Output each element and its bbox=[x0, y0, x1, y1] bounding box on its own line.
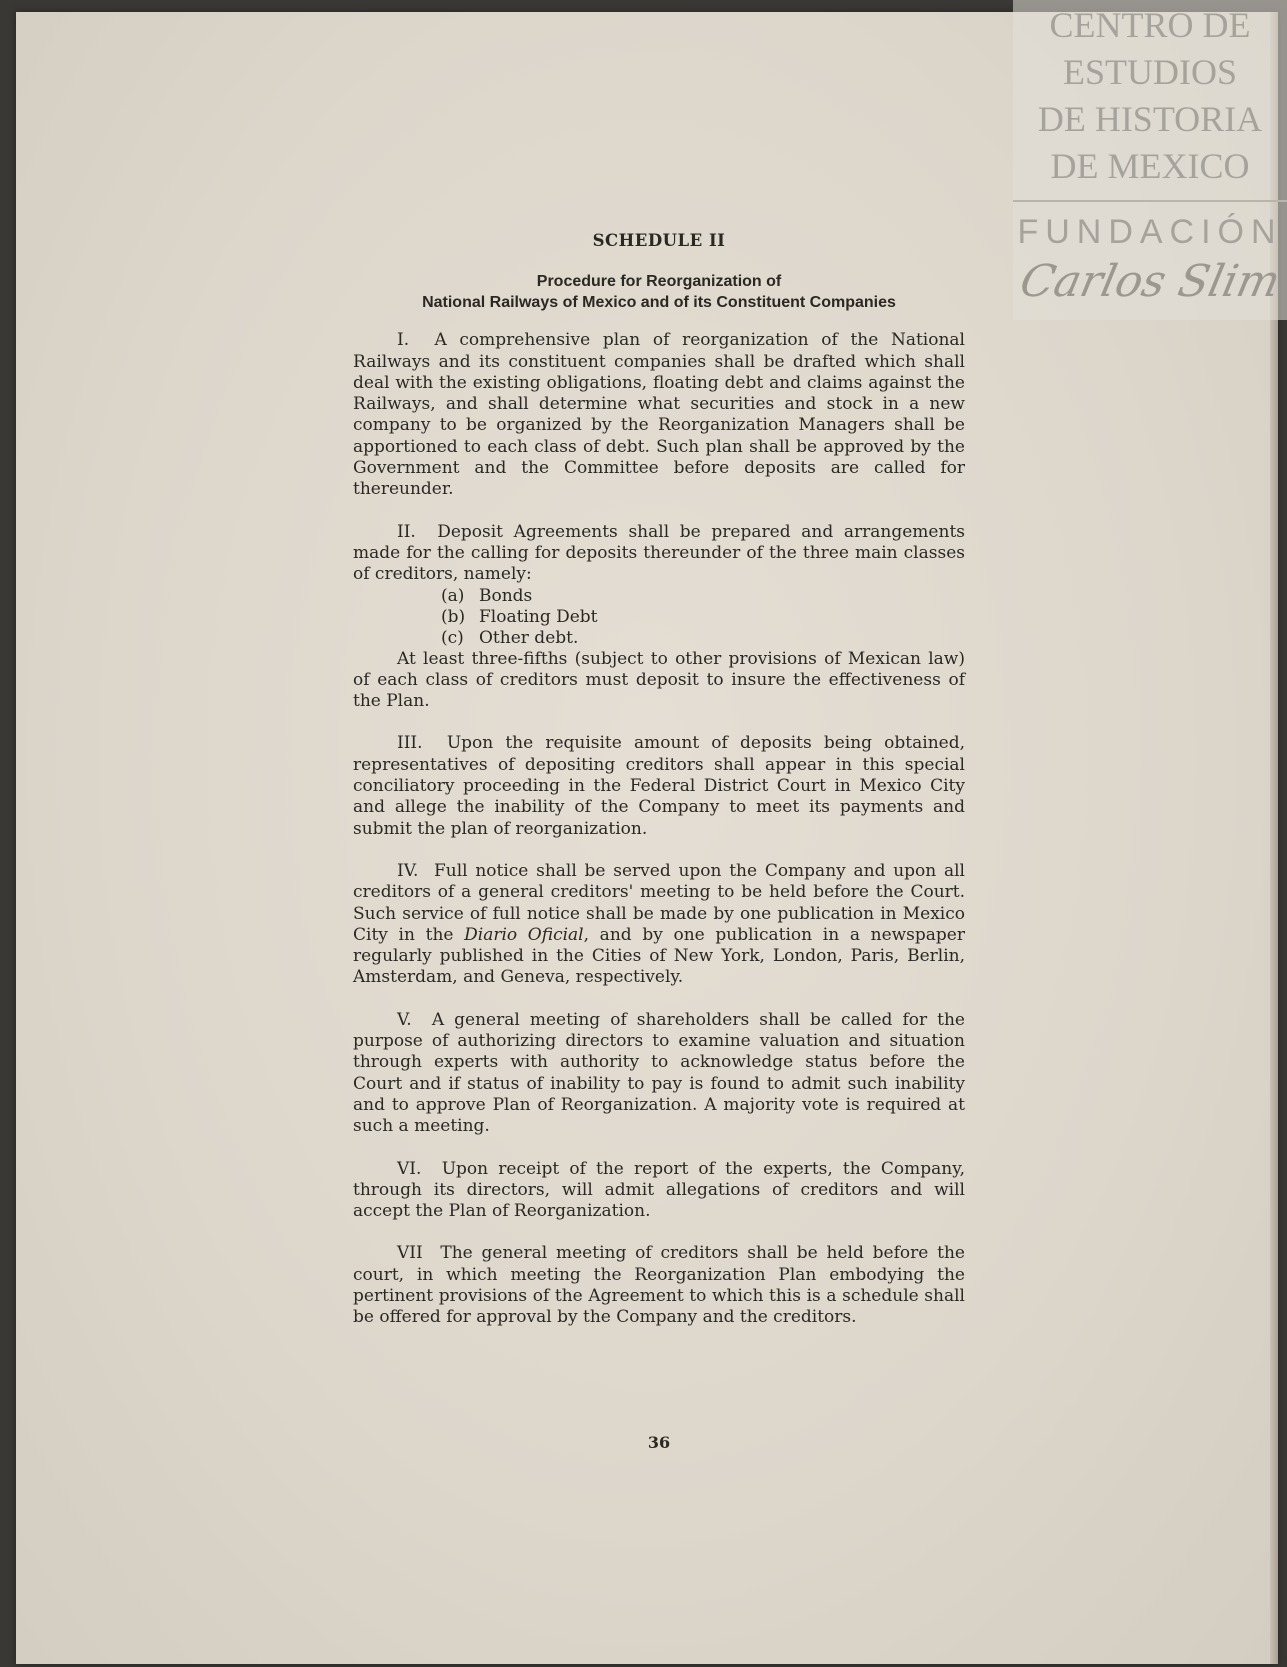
section-number: VII bbox=[397, 1243, 423, 1264]
section-text: A comprehensive plan of reorganization of the National Railways and its constituent companies shall be drafted which shall deal with the existing obligations, floating debt and claims against the Railways, and shall determine what securities and stock in a new company to be organized by the Reorganization Managers shall be apportioned to each class of debt. Such plan shall be approved by the Government and the Committee before deposits are called for thereunder. bbox=[353, 330, 965, 500]
section-ii bbox=[353, 522, 965, 586]
section-number: II. bbox=[397, 521, 416, 542]
section-v bbox=[353, 1010, 965, 1138]
list-item bbox=[353, 607, 965, 628]
document-body bbox=[353, 217, 966, 1452]
watermark-line: DE HISTORIA bbox=[1037, 99, 1263, 139]
deposit-requirement: At least three-fifths (subject to other provisions of Mexican law) of each class of creditors must deposit to insure the effectiveness of the Plan. bbox=[353, 648, 965, 712]
section-vi bbox=[353, 1159, 965, 1223]
section-text: The general meeting of creditors shall be held before the court, in which meeting the Reorganization Plan embodying the pertinent provisions of the Agreement to which this is a schedule shall be offered for approval by the Company and the creditors. bbox=[353, 1243, 965, 1328]
subtitle-line-1: Procedure for Reorganization of bbox=[536, 273, 782, 291]
section-number: VI. bbox=[397, 1158, 422, 1179]
page-number: 36 bbox=[647, 1433, 671, 1452]
list-item bbox=[353, 586, 965, 607]
list-item bbox=[353, 628, 965, 649]
creditor-classes-list bbox=[353, 586, 965, 649]
section-text-before: Full notice shall be served upon the Company and upon all creditors of a general creditors' meeting to be held before the Court. Such service of full notice shall be made by one publication in Mexico City in the bbox=[353, 860, 965, 945]
section-iv bbox=[353, 861, 965, 989]
section-text: A general meeting of shareholders shall be called for the purpose of authorizing directors to examine valuation and situation through experts with authority to acknowledge status before the Court and if status of inability to pay is found to admit such inability and to approve Plan of Reorganization. A majority vote is required at such a meeting. bbox=[353, 1009, 965, 1137]
section-number: IV. bbox=[397, 860, 419, 881]
archive-watermark bbox=[1013, 0, 1287, 320]
watermark-fundacion: FUNDACIÓN bbox=[1017, 213, 1283, 251]
list-item-text: Other debt. bbox=[479, 627, 579, 648]
section-number: I. bbox=[397, 330, 410, 351]
section-number: V. bbox=[397, 1009, 412, 1030]
section-text-after: , and by one publication in a newspaper regularly published in the Cities of New York, London, Paris, Berlin, Amsterdam, and Geneva, respectively. bbox=[353, 924, 965, 988]
list-item-label: (c) bbox=[441, 627, 464, 648]
section-number: III. bbox=[397, 733, 423, 754]
watermark-divider bbox=[1013, 200, 1287, 202]
section-text: Deposit Agreements shall be prepared and arrangements made for the calling for deposits thereunder of the three main classes of creditors, namely: bbox=[353, 521, 965, 585]
section-i bbox=[353, 330, 965, 500]
list-item-label: (a) bbox=[441, 585, 465, 606]
section-text: Upon receipt of the report of the experts, the Company, through its directors, will admit allegations of creditors and will accept the Plan of Reorganization. bbox=[353, 1158, 965, 1222]
watermark-signature: Carlos Slim bbox=[1015, 256, 1285, 307]
list-item-text: Bonds bbox=[479, 585, 533, 606]
publication-name: Diario Oficial bbox=[464, 924, 584, 945]
section-iii bbox=[353, 733, 965, 839]
section-text: Upon the requisite amount of deposits being obtained, representatives of depositing creditors shall appear in this special conciliatory proceeding in the Federal District Court in Mexico City and allege the inability of the Company to meet its payments and submit the plan of reorganization. bbox=[353, 733, 966, 839]
watermark-institution bbox=[1013, 0, 1287, 190]
list-item-text: Floating Debt bbox=[479, 606, 598, 627]
watermark-line: CENTRO DE bbox=[1049, 5, 1251, 45]
list-item-label: (b) bbox=[441, 606, 466, 627]
watermark-line: DE MEXICO bbox=[1050, 146, 1250, 186]
section-vii bbox=[353, 1243, 965, 1328]
schedule-title: SCHEDULE II bbox=[592, 231, 726, 250]
watermark-line: ESTUDIOS bbox=[1062, 52, 1237, 92]
subtitle-line-2: National Railways of Mexico and of its Constituent Companies bbox=[422, 294, 896, 312]
document-subtitle bbox=[353, 271, 965, 313]
